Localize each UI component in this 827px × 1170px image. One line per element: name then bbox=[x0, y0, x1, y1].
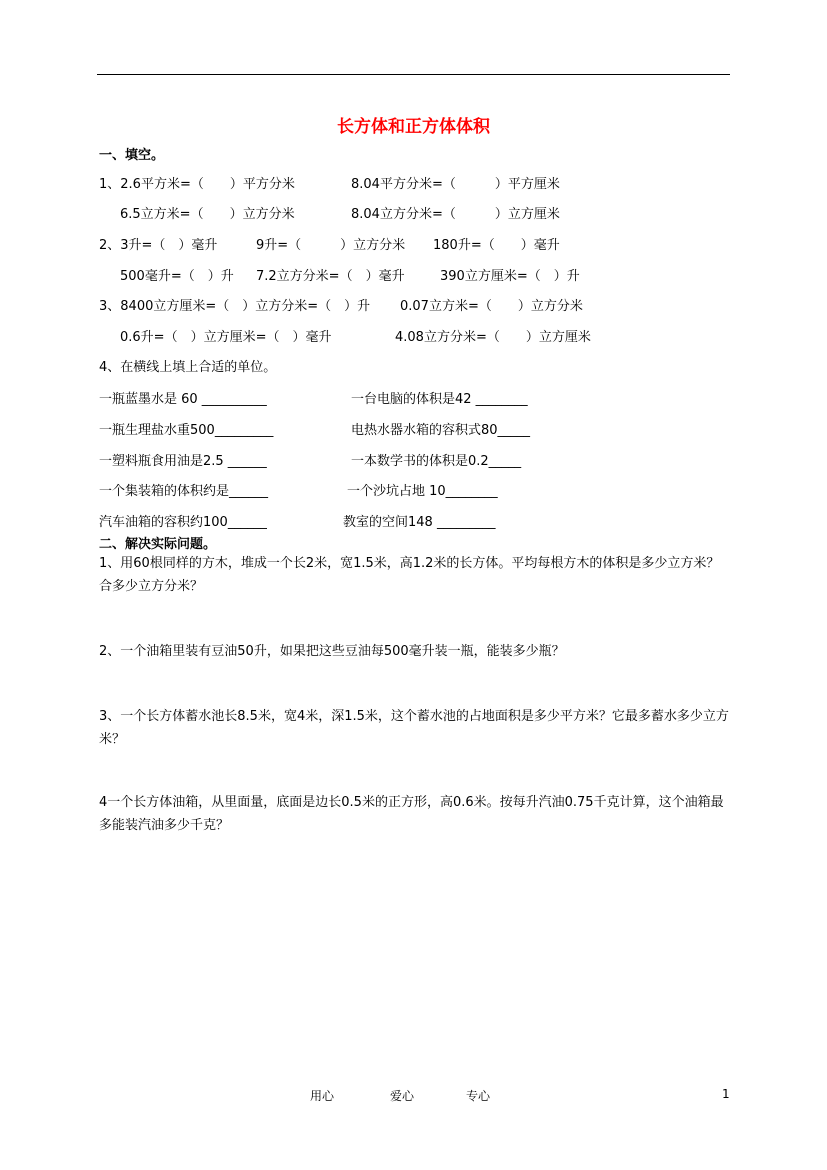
unit-item: 一个沙坑占地 10________ bbox=[347, 484, 498, 499]
fill-blank-item: 6.5立方米=（ ）立方分米 bbox=[120, 207, 295, 222]
fill-blank-item: 1、2.6平方米=（ ）平方分米 bbox=[99, 177, 295, 192]
fill-blank-item: 0.07立方米=（ ）立方分米 bbox=[400, 299, 583, 314]
footer-motto-2: 爱心 bbox=[390, 1089, 415, 1103]
fill-blank-item: 9升=（ ）立方分米 bbox=[256, 238, 406, 253]
unit-item: 汽车油箱的容积约100______ bbox=[99, 515, 267, 530]
fill-blank-item: 8.04立方分米=（ ）立方厘米 bbox=[351, 207, 560, 222]
section2-heading: 二、解决实际问题。 bbox=[99, 537, 217, 552]
section1-heading: 一、填空。 bbox=[99, 148, 165, 163]
fill-blank-item: 180升=（ ）毫升 bbox=[433, 238, 560, 253]
fill-blank-item: 8.04平方分米=（ ）平方厘米 bbox=[351, 177, 560, 192]
document-title: 长方体和正方体体积 bbox=[337, 117, 490, 137]
unit-item: 一本数学书的体积是0.2_____ bbox=[351, 454, 522, 469]
unit-item: 教室的空间148 _________ bbox=[343, 515, 496, 530]
word-problem-4: 4一个长方体油箱，从里面量，底面是边长0.5米的正方形，高0.6米。按每升汽油0.75千克计算，这个油箱最多能装汽油多少千克？ bbox=[99, 795, 724, 833]
word-problem-2: 2、一个油箱里装有豆油50升，如果把这些豆油每500毫升装一瓶，能装多少瓶？ bbox=[99, 644, 565, 659]
unit-item: 一个集装箱的体积约是______ bbox=[99, 484, 269, 499]
unit-item: 一台电脑的体积是42 ________ bbox=[351, 392, 528, 407]
footer-motto-3: 专心 bbox=[466, 1089, 491, 1103]
header-rule bbox=[97, 74, 730, 75]
fill-blank-item: 2、3升=（ ）毫升 bbox=[99, 238, 218, 253]
unit-item: 一塑料瓶食用油是2.5 ______ bbox=[99, 454, 267, 469]
word-problem-3: 3、一个长方体蓄水池长8.5米，宽4米，深1.5米，这个蓄水池的占地面积是多少平方米？它最多蓄水多少立方米？ bbox=[99, 709, 729, 747]
fill-blank-item: 3、8400立方厘米=（ ）立方分米=（ ）升 bbox=[99, 299, 371, 314]
unit-item: 一瓶生理盐水重500_________ bbox=[99, 423, 274, 438]
unit-item: 一瓶蓝墨水是 60 __________ bbox=[99, 392, 267, 407]
fill-blank-item: 4.08立方分米=（ ）立方厘米 bbox=[395, 330, 591, 345]
fill-blank-item: 0.6升=（ ）立方厘米=（ ）毫升 bbox=[120, 330, 332, 345]
question-4-prompt: 4、在横线上填上合适的单位。 bbox=[99, 360, 277, 375]
fill-blank-item: 7.2立方分米=（ ）毫升 bbox=[256, 269, 405, 284]
unit-item: 电热水器水箱的容积式80_____ bbox=[351, 423, 531, 438]
word-problem-1: 1、用60根同样的方木，堆成一个长2米，宽1.5米，高1.2米的长方体。平均每根方木的体积是多少立方米？合多少立方分米？ bbox=[99, 556, 720, 594]
fill-blank-item: 390立方厘米=（ ）升 bbox=[440, 269, 580, 284]
footer-motto-1: 用心 bbox=[310, 1089, 335, 1103]
page-number: 1 bbox=[722, 1087, 730, 1101]
fill-blank-item: 500毫升=（ ）升 bbox=[120, 269, 234, 284]
